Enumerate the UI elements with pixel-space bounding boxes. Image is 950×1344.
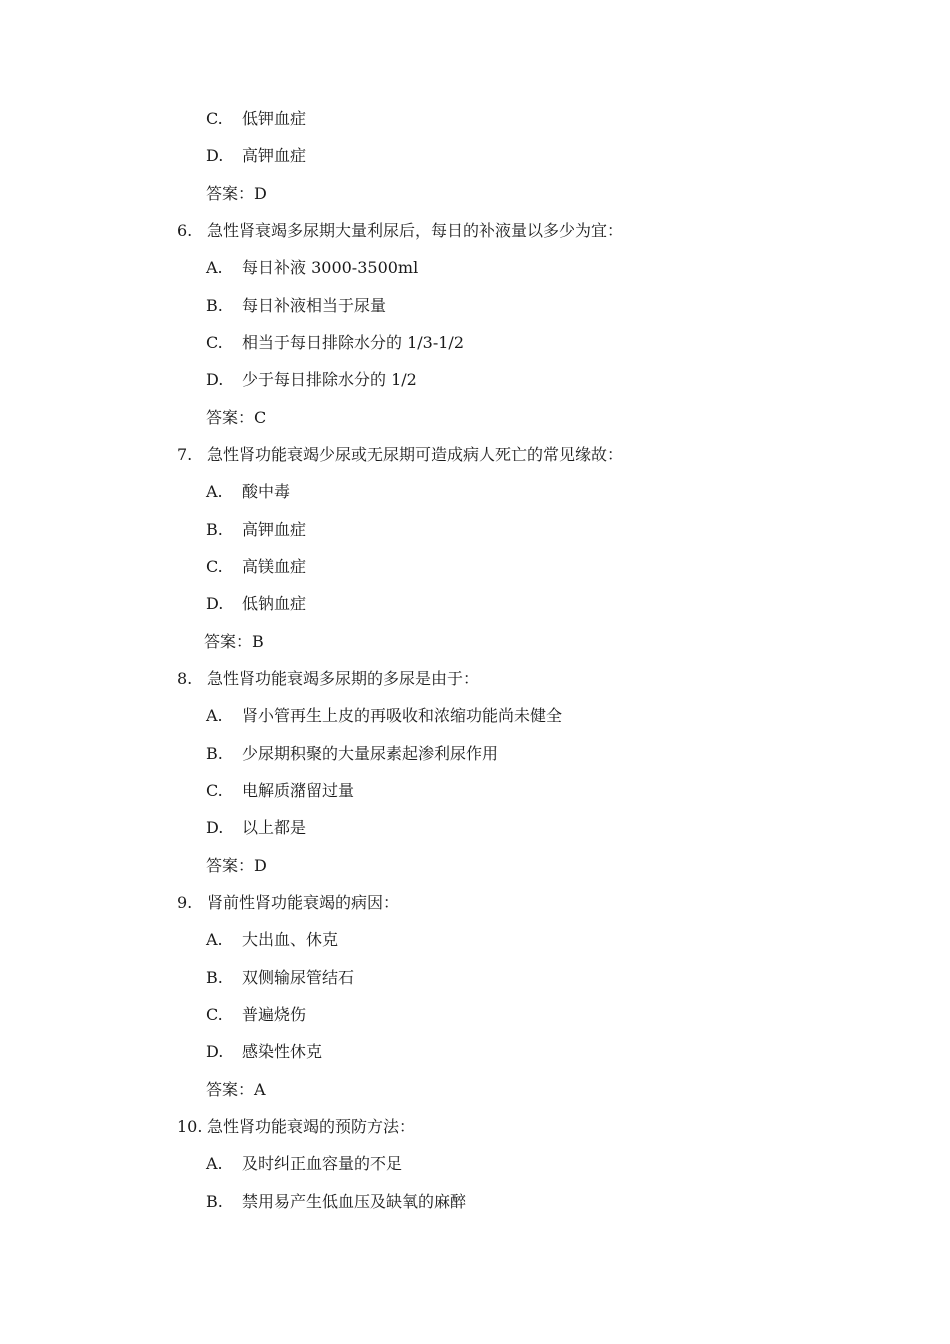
question-text: 肾前性肾功能衰竭的病因： (207, 893, 400, 912)
option-text: 低钾血症 (242, 109, 307, 128)
option-text: 相当于每日排除水分的 1/3-1/2 (242, 333, 464, 352)
option-letter: B. (206, 744, 223, 763)
question-line (177, 445, 623, 465)
answer-label: 答案： (204, 632, 253, 651)
option-text: 少于每日排除水分的 1/2 (242, 370, 417, 389)
option-letter: D. (206, 370, 224, 389)
option-line (206, 594, 306, 614)
question-text: 急性肾功能衰竭多尿期的多尿是由于： (207, 669, 480, 688)
question-text: 急性肾衰竭多尿期大量利尿后，每日的补液量以多少为宜： (207, 221, 624, 240)
option-letter: A. (206, 482, 223, 501)
question-text: 急性肾功能衰竭少尿或无尿期可造成病人死亡的常见缘故： (207, 445, 624, 464)
answer-value: B (252, 632, 264, 651)
answer-line (206, 184, 267, 204)
answer-label: 答案： (206, 1080, 255, 1099)
option-line (206, 930, 338, 950)
option-line (206, 706, 562, 726)
option-letter: A. (206, 706, 223, 725)
question-text: 急性肾功能衰竭的预防方法： (207, 1117, 416, 1136)
question-number: 9. (177, 893, 193, 912)
option-line (206, 781, 354, 801)
question-number: 8. (177, 669, 193, 688)
option-text: 每日补液相当于尿量 (242, 296, 387, 315)
option-line (206, 744, 498, 764)
option-letter: B. (206, 520, 223, 539)
answer-line (206, 856, 267, 876)
question-number: 10. (177, 1117, 203, 1136)
option-text: 每日补液 3000-3500ml (242, 258, 419, 277)
option-line (206, 1042, 322, 1062)
option-line (206, 258, 418, 278)
option-text: 以上都是 (242, 818, 307, 837)
option-line (206, 1154, 402, 1174)
option-text: 高镁血症 (242, 557, 307, 576)
option-text: 大出血、休克 (242, 930, 339, 949)
answer-line (204, 632, 264, 652)
option-letter: D. (206, 146, 224, 165)
option-line (206, 333, 464, 353)
answer-label: 答案： (206, 408, 255, 427)
option-letter: C. (206, 333, 223, 352)
option-letter: D. (206, 818, 224, 837)
option-line (206, 109, 306, 129)
option-text: 电解质潴留过量 (242, 781, 355, 800)
option-text: 禁用易产生低血压及缺氧的麻醉 (242, 1192, 467, 1211)
option-letter: C. (206, 781, 223, 800)
option-letter: A. (206, 258, 223, 277)
option-letter: A. (206, 930, 223, 949)
option-letter: C. (206, 1005, 223, 1024)
option-letter: A. (206, 1154, 223, 1173)
answer-value: C (254, 408, 267, 427)
answer-line (206, 1080, 266, 1100)
option-letter: C. (206, 557, 223, 576)
option-line (206, 968, 354, 988)
option-letter: C. (206, 109, 223, 128)
question-line (177, 221, 623, 241)
option-letter: B. (206, 296, 223, 315)
option-text: 肾小管再生上皮的再吸收和浓缩功能尚未健全 (242, 706, 563, 725)
option-text: 及时纠正血容量的不足 (242, 1154, 403, 1173)
option-line (206, 818, 306, 838)
option-text: 高钾血症 (242, 520, 307, 539)
option-letter: D. (206, 1042, 224, 1061)
option-line (206, 146, 306, 166)
answer-value: D (254, 856, 267, 875)
answer-label: 答案： (206, 856, 255, 875)
option-text: 酸中毒 (242, 482, 291, 501)
option-text: 感染性休克 (242, 1042, 323, 1061)
question-number: 6. (177, 221, 193, 240)
option-text: 低钠血症 (242, 594, 307, 613)
answer-label: 答案： (206, 184, 255, 203)
option-letter: B. (206, 1192, 223, 1211)
option-line (206, 370, 417, 390)
option-text: 高钾血症 (242, 146, 307, 165)
option-text: 双侧输尿管结石 (242, 968, 355, 987)
option-text: 普遍烧伤 (242, 1005, 307, 1024)
option-letter: D. (206, 594, 224, 613)
question-line (177, 1117, 415, 1137)
question-line (177, 669, 479, 689)
option-line (206, 1192, 466, 1212)
option-line (206, 296, 386, 316)
option-text: 少尿期积聚的大量尿素起渗利尿作用 (242, 744, 499, 763)
option-line (206, 520, 306, 540)
option-line (206, 482, 290, 502)
option-letter: B. (206, 968, 223, 987)
answer-value: A (254, 1080, 266, 1099)
answer-line (206, 408, 266, 428)
question-line (177, 893, 399, 913)
question-number: 7. (177, 445, 193, 464)
option-line (206, 1005, 306, 1025)
option-line (206, 557, 306, 577)
answer-value: D (254, 184, 267, 203)
